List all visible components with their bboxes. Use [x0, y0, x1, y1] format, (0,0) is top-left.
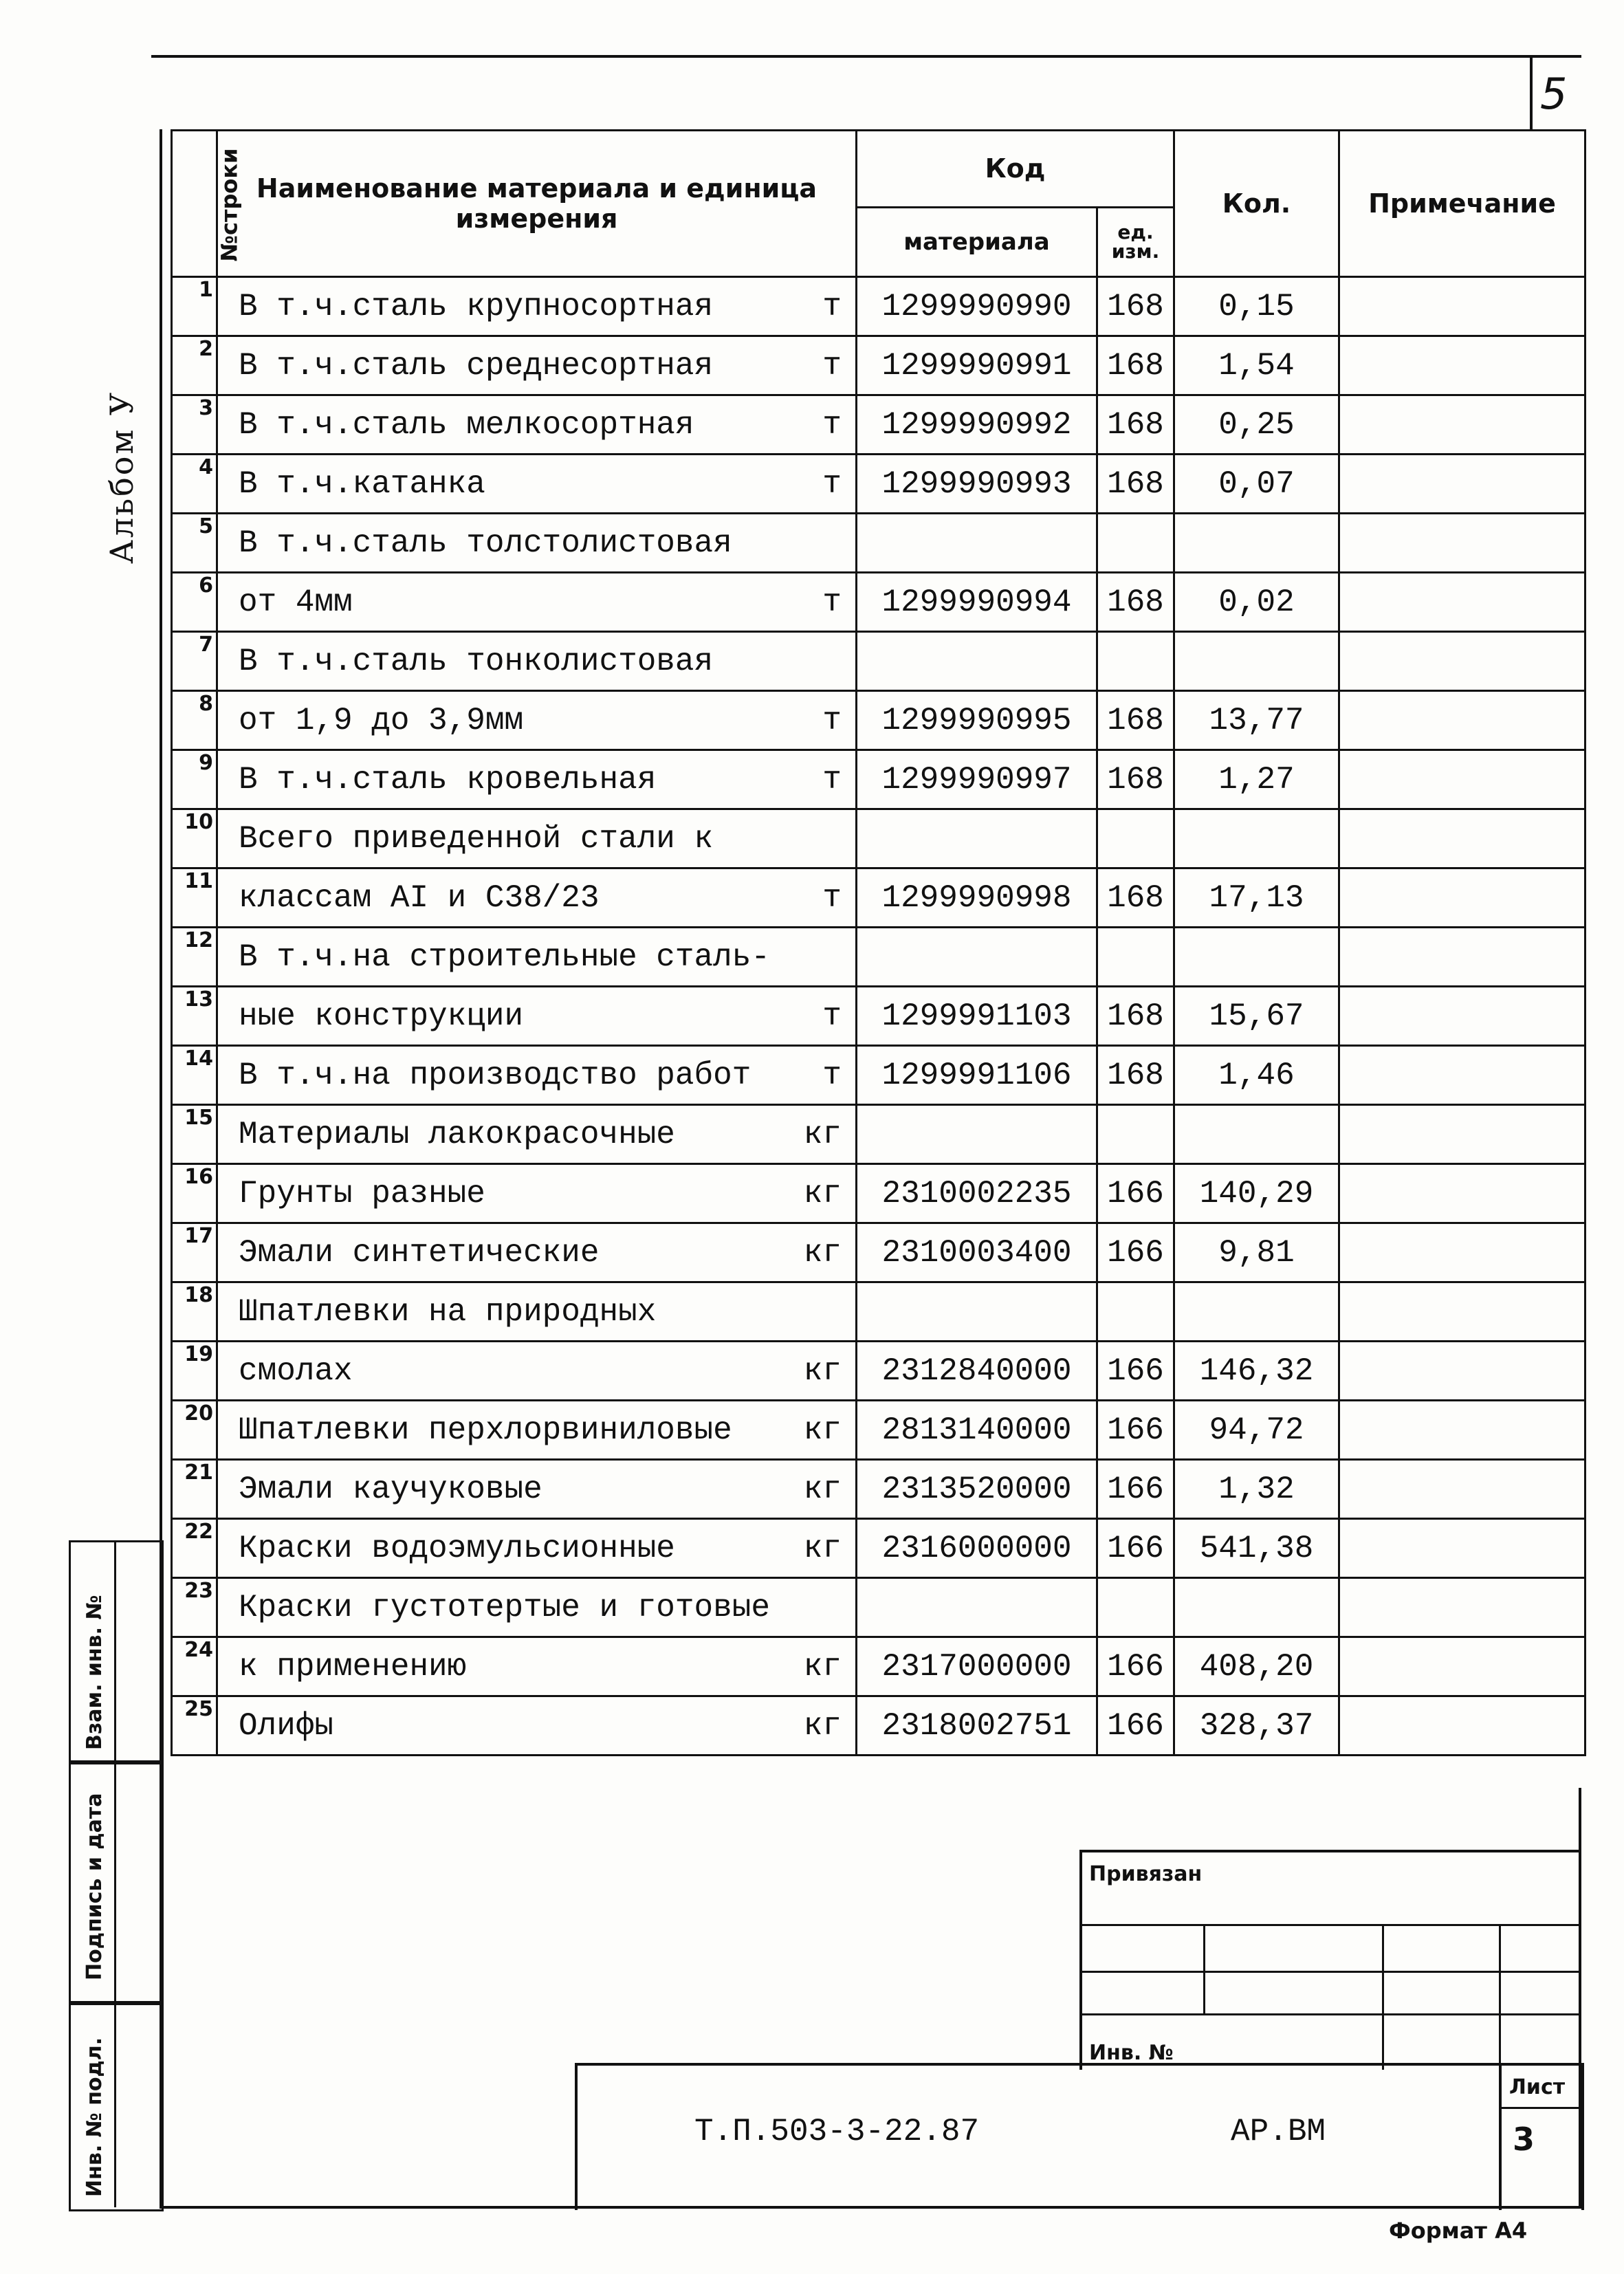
material-name — [217, 987, 857, 1046]
material-unit: кг — [803, 1648, 842, 1685]
quantity: 0,15 — [1174, 277, 1339, 336]
quantity — [1174, 1578, 1339, 1637]
quantity: 15,67 — [1174, 987, 1339, 1046]
row-number: 24 — [172, 1637, 217, 1696]
header-code-material: материала — [857, 207, 1097, 276]
page-number: 5 — [1540, 69, 1568, 119]
material-unit: кг — [803, 1412, 842, 1448]
row-number: 14 — [172, 1046, 217, 1105]
quantity: 328,37 — [1174, 1696, 1339, 1756]
row-number: 13 — [172, 987, 217, 1046]
table-row — [172, 1046, 1585, 1105]
note — [1339, 809, 1585, 868]
table-row — [172, 928, 1585, 987]
material-name — [217, 1401, 857, 1460]
material-name-text: В т.ч.катанка — [239, 466, 485, 502]
row-number: 6 — [172, 573, 217, 632]
quantity: 0,02 — [1174, 573, 1339, 632]
row-number: 20 — [172, 1401, 217, 1460]
material-name-text: В т.ч.на строительные сталь- — [239, 939, 770, 975]
material-code — [857, 809, 1097, 868]
doc-section: АР.ВМ — [1231, 2114, 1326, 2150]
note — [1339, 1401, 1585, 1460]
doc-code: Т.П.503-3-22.87 — [694, 2114, 980, 2150]
material-name — [217, 1164, 857, 1223]
quantity — [1174, 928, 1339, 987]
material-code — [857, 1578, 1097, 1637]
material-code: 1299990998 — [857, 868, 1097, 928]
table-row — [172, 1282, 1585, 1342]
material-name-text: Эмали синтетические — [239, 1234, 600, 1271]
note — [1339, 455, 1585, 514]
format-label: Формат А4 — [1389, 2218, 1528, 2244]
material-code: 2813140000 — [857, 1401, 1097, 1460]
materials-table — [171, 129, 1584, 1756]
unit-code: 168 — [1097, 573, 1174, 632]
quantity — [1174, 809, 1339, 868]
page-number-divider — [1530, 55, 1533, 131]
material-name — [217, 1046, 857, 1105]
unit-code: 166 — [1097, 1223, 1174, 1282]
table-row — [172, 1637, 1585, 1696]
header-note: Примечание — [1339, 131, 1585, 277]
material-name-text: Краски водоэмульсионные — [239, 1530, 675, 1566]
note — [1339, 750, 1585, 809]
material-unit: т — [822, 347, 842, 384]
material-code: 2310002235 — [857, 1164, 1097, 1223]
material-unit: т — [822, 879, 842, 916]
note — [1339, 691, 1585, 750]
material-unit: кг — [803, 1471, 842, 1507]
material-unit: т — [822, 466, 842, 502]
note — [1339, 1696, 1585, 1756]
material-name — [217, 809, 857, 868]
material-unit: т — [822, 406, 842, 443]
material-name — [217, 1282, 857, 1342]
material-code: 1299990991 — [857, 336, 1097, 395]
header-qty: Кол. — [1174, 131, 1339, 277]
material-name-text: В т.ч.сталь мелкосортная — [239, 406, 694, 443]
material-unit: кг — [803, 1175, 842, 1212]
material-unit: кг — [803, 1353, 842, 1389]
unit-code: 168 — [1097, 455, 1174, 514]
title-block — [575, 2063, 1584, 2210]
unit-code — [1097, 632, 1174, 691]
note — [1339, 277, 1585, 336]
table-row — [172, 868, 1585, 928]
stamp-inv-podl-label: Инв. № подл. — [83, 2037, 107, 2197]
unit-code: 168 — [1097, 868, 1174, 928]
material-name — [217, 868, 857, 928]
unit-code: 166 — [1097, 1342, 1174, 1401]
note — [1339, 1164, 1585, 1223]
note — [1339, 1223, 1585, 1282]
inv-no-label: Инв. № — [1089, 2041, 1174, 2065]
table-row — [172, 809, 1585, 868]
sheet-label: Лист — [1509, 2075, 1566, 2099]
table-row — [172, 336, 1585, 395]
row-number: 9 — [172, 750, 217, 809]
note — [1339, 573, 1585, 632]
table-row — [172, 987, 1585, 1046]
quantity: 13,77 — [1174, 691, 1339, 750]
table-row — [172, 395, 1585, 455]
unit-code — [1097, 1578, 1174, 1637]
material-name — [217, 1578, 857, 1637]
quantity: 0,25 — [1174, 395, 1339, 455]
row-number: 8 — [172, 691, 217, 750]
unit-code: 166 — [1097, 1696, 1174, 1756]
row-number: 4 — [172, 455, 217, 514]
row-number: 21 — [172, 1460, 217, 1519]
material-name-text: В т.ч.сталь среднесортная — [239, 347, 714, 384]
note — [1339, 1342, 1585, 1401]
material-name-text: Шпатлевки перхлорвиниловые — [239, 1412, 732, 1448]
material-name-text: Олифы — [239, 1707, 334, 1744]
material-name-text: классам АI и С38/23 — [239, 879, 600, 916]
note — [1339, 987, 1585, 1046]
top-rule — [151, 55, 1581, 58]
unit-code: 166 — [1097, 1460, 1174, 1519]
unit-code: 166 — [1097, 1164, 1174, 1223]
unit-code: 166 — [1097, 1401, 1174, 1460]
quantity: 0,07 — [1174, 455, 1339, 514]
unit-code — [1097, 809, 1174, 868]
table-row — [172, 1401, 1585, 1460]
material-name-text: В т.ч.сталь тонколистовая — [239, 643, 714, 679]
material-unit: т — [822, 702, 842, 739]
sheet-number: 3 — [1513, 2121, 1535, 2158]
table-row — [172, 1519, 1585, 1578]
material-name — [217, 395, 857, 455]
row-number: 25 — [172, 1696, 217, 1756]
material-unit: т — [822, 584, 842, 620]
row-number: 11 — [172, 868, 217, 928]
note — [1339, 928, 1585, 987]
header-row-no: №строки — [172, 131, 217, 277]
material-code: 1299991103 — [857, 987, 1097, 1046]
quantity: 146,32 — [1174, 1342, 1339, 1401]
row-number: 10 — [172, 809, 217, 868]
table-row — [172, 1223, 1585, 1282]
material-unit: кг — [803, 1116, 842, 1152]
quantity — [1174, 632, 1339, 691]
header-code-group: Код — [857, 131, 1174, 208]
material-name-text: от 4мм — [239, 584, 353, 620]
material-code: 1299990992 — [857, 395, 1097, 455]
table-row — [172, 750, 1585, 809]
material-name-text: Материалы лакокрасочные — [239, 1116, 675, 1152]
note — [1339, 868, 1585, 928]
table-row — [172, 1164, 1585, 1223]
unit-code: 166 — [1097, 1637, 1174, 1696]
material-unit: т — [822, 761, 842, 798]
quantity: 541,38 — [1174, 1519, 1339, 1578]
row-number: 17 — [172, 1223, 217, 1282]
row-number: 22 — [172, 1519, 217, 1578]
row-number: 12 — [172, 928, 217, 987]
quantity: 1,32 — [1174, 1460, 1339, 1519]
row-number: 23 — [172, 1578, 217, 1637]
stamp-divider — [114, 2001, 116, 2207]
table-body — [172, 277, 1585, 1756]
stamp-vzam-inv-label: Взам. инв. № — [83, 1595, 107, 1750]
quantity: 1,54 — [1174, 336, 1339, 395]
material-name — [217, 1105, 857, 1164]
material-code: 1299990993 — [857, 455, 1097, 514]
material-name — [217, 1342, 857, 1401]
header-name: Наименование материала и единица измерения — [217, 131, 857, 277]
material-code — [857, 514, 1097, 573]
unit-code: 168 — [1097, 750, 1174, 809]
table-row — [172, 455, 1585, 514]
note — [1339, 514, 1585, 573]
note — [1339, 1519, 1585, 1578]
note — [1339, 1105, 1585, 1164]
quantity: 17,13 — [1174, 868, 1339, 928]
unit-code: 168 — [1097, 395, 1174, 455]
quantity — [1174, 1105, 1339, 1164]
table-row — [172, 632, 1585, 691]
table-row — [172, 1578, 1585, 1637]
row-number: 19 — [172, 1342, 217, 1401]
material-name-text: Шпатлевки на природных — [239, 1293, 657, 1330]
material-name — [217, 1460, 857, 1519]
album-label: Альбом У — [103, 390, 140, 564]
row-number: 2 — [172, 336, 217, 395]
note — [1339, 1637, 1585, 1696]
unit-code — [1097, 928, 1174, 987]
row-number: 7 — [172, 632, 217, 691]
frame-left-line — [160, 129, 162, 2207]
table-row — [172, 573, 1585, 632]
unit-code — [1097, 514, 1174, 573]
table-row — [172, 1105, 1585, 1164]
unit-code: 168 — [1097, 987, 1174, 1046]
material-name — [217, 1519, 857, 1578]
row-number: 16 — [172, 1164, 217, 1223]
row-number: 18 — [172, 1282, 217, 1342]
stamp-divider — [114, 1760, 116, 2001]
unit-code: 168 — [1097, 1046, 1174, 1105]
quantity — [1174, 514, 1339, 573]
material-code — [857, 1105, 1097, 1164]
quantity: 408,20 — [1174, 1637, 1339, 1696]
table-row — [172, 277, 1585, 336]
quantity: 1,27 — [1174, 750, 1339, 809]
table-row — [172, 1460, 1585, 1519]
note — [1339, 1046, 1585, 1105]
unit-code — [1097, 1105, 1174, 1164]
material-code: 1299990994 — [857, 573, 1097, 632]
material-code: 1299991106 — [857, 1046, 1097, 1105]
stamp-divider — [114, 1540, 116, 1760]
note — [1339, 1282, 1585, 1342]
header-code-unit: ед. изм. — [1097, 207, 1174, 276]
privyazan-label: Привязан — [1089, 1862, 1203, 1886]
material-unit: т — [822, 1057, 842, 1093]
unit-code: 168 — [1097, 277, 1174, 336]
quantity: 94,72 — [1174, 1401, 1339, 1460]
row-number: 3 — [172, 395, 217, 455]
material-name-text: ные конструкции — [239, 998, 524, 1034]
material-name-text: Грунты разные — [239, 1175, 485, 1212]
unit-code: 168 — [1097, 336, 1174, 395]
material-code: 1299990997 — [857, 750, 1097, 809]
material-name — [217, 691, 857, 750]
material-name — [217, 1637, 857, 1696]
material-name — [217, 573, 857, 632]
table-row — [172, 691, 1585, 750]
material-name — [217, 336, 857, 395]
material-name — [217, 1696, 857, 1756]
row-number: 15 — [172, 1105, 217, 1164]
material-name — [217, 514, 857, 573]
table-row — [172, 1342, 1585, 1401]
note — [1339, 336, 1585, 395]
quantity: 9,81 — [1174, 1223, 1339, 1282]
material-code — [857, 1282, 1097, 1342]
unit-code: 168 — [1097, 691, 1174, 750]
material-code: 1299990990 — [857, 277, 1097, 336]
privyazan-block — [1079, 1850, 1581, 2070]
quantity: 140,29 — [1174, 1164, 1339, 1223]
material-name-text: В т.ч.на производство работ — [239, 1057, 751, 1093]
material-code: 2316000000 — [857, 1519, 1097, 1578]
row-number: 5 — [172, 514, 217, 573]
material-code: 2317000000 — [857, 1637, 1097, 1696]
table-row — [172, 1696, 1585, 1756]
material-name — [217, 1223, 857, 1282]
note — [1339, 632, 1585, 691]
unit-code: 166 — [1097, 1519, 1174, 1578]
quantity — [1174, 1282, 1339, 1342]
stamp-podpis-data-label: Подпись и дата — [83, 1793, 107, 1980]
material-name — [217, 632, 857, 691]
material-name — [217, 928, 857, 987]
material-name-text: В т.ч.сталь толстолистовая — [239, 525, 732, 561]
material-name — [217, 455, 857, 514]
material-name-text: Краски густотертые и готовые — [239, 1589, 770, 1626]
material-unit: кг — [803, 1234, 842, 1271]
material-unit: кг — [803, 1707, 842, 1744]
material-code: 2312840000 — [857, 1342, 1097, 1401]
material-name-text: В т.ч.сталь кровельная — [239, 761, 657, 798]
table-row — [172, 514, 1585, 573]
material-name-text: Всего приведенной стали к — [239, 820, 714, 857]
material-name — [217, 277, 857, 336]
material-unit: т — [822, 288, 842, 325]
material-unit: т — [822, 998, 842, 1034]
unit-code — [1097, 1282, 1174, 1342]
material-code — [857, 928, 1097, 987]
note — [1339, 395, 1585, 455]
material-name-text: смолах — [239, 1353, 353, 1389]
material-name-text: к применению — [239, 1648, 467, 1685]
note — [1339, 1460, 1585, 1519]
material-name — [217, 750, 857, 809]
material-unit: кг — [803, 1530, 842, 1566]
material-code — [857, 632, 1097, 691]
material-code: 2310003400 — [857, 1223, 1097, 1282]
material-code: 1299990995 — [857, 691, 1097, 750]
material-name-text: В т.ч.сталь крупносортная — [239, 288, 714, 325]
material-name-text: от 1,9 до 3,9мм — [239, 702, 524, 739]
row-number: 1 — [172, 277, 217, 336]
material-name-text: Эмали каучуковые — [239, 1471, 542, 1507]
quantity: 1,46 — [1174, 1046, 1339, 1105]
note — [1339, 1578, 1585, 1637]
material-code: 2313520000 — [857, 1460, 1097, 1519]
material-code: 2318002751 — [857, 1696, 1097, 1756]
